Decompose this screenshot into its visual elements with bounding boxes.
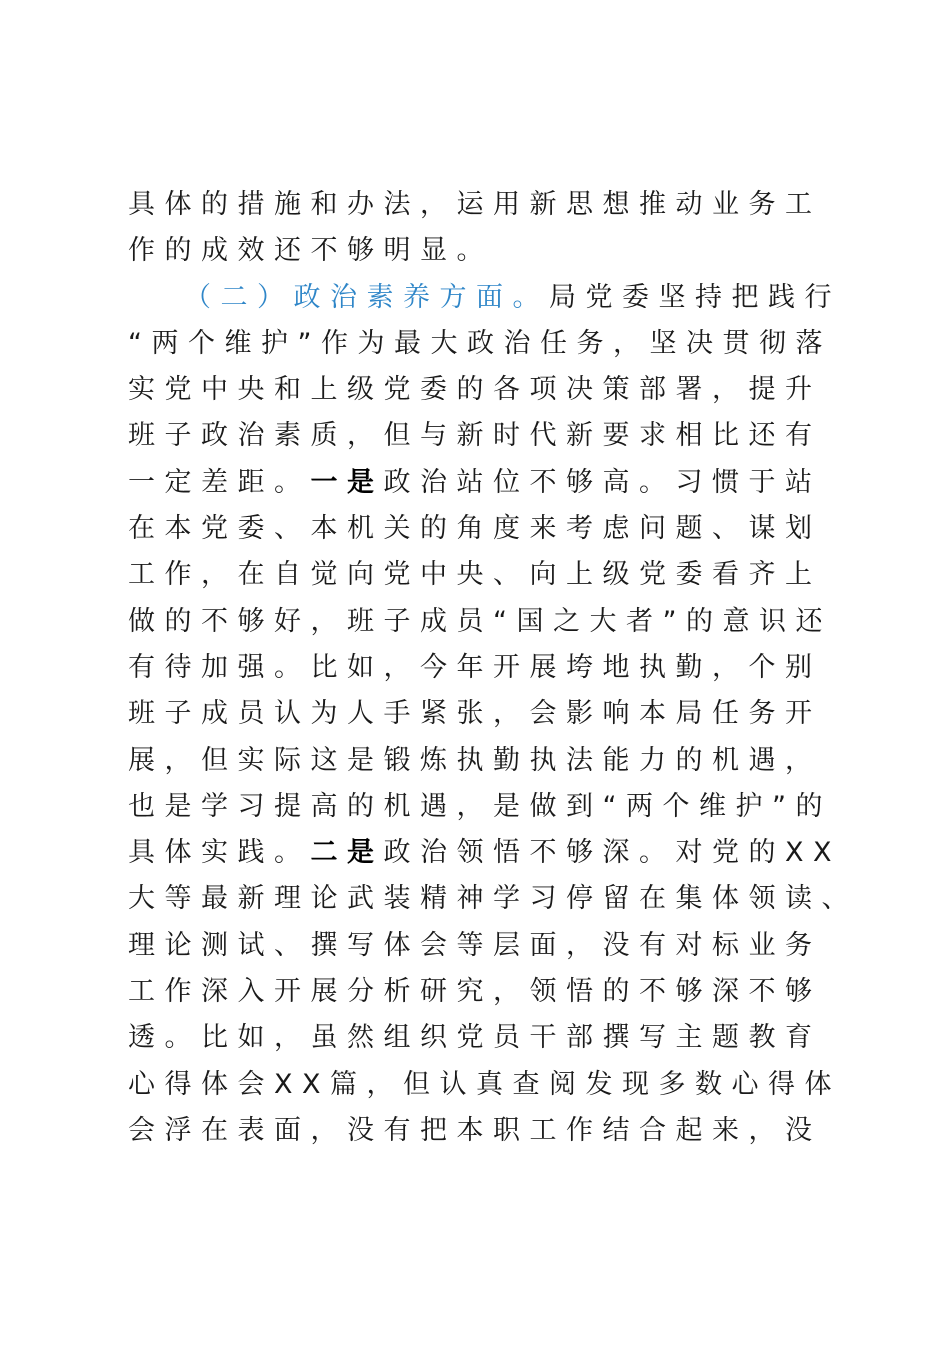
text-line: 在本党委、本机关的角度来考虑问题、谋划 <box>128 513 822 545</box>
text-line: 具体实践。二是政治领悟不够深。对党的XX <box>128 837 841 869</box>
point-marker: 一是 <box>310 466 384 498</box>
text-line: 实党中央和上级党委的各项决策部署，提升 <box>128 374 822 406</box>
text-line: 有待加强。比如，今年开展垮地执勤，个别 <box>128 651 822 683</box>
text-line: “两个维护”作为最大政治任务，坚决贯彻落 <box>128 327 832 359</box>
text-line: 会浮在表面，没有把本职工作结合起来，没 <box>128 1114 822 1146</box>
text-line: 工作深入开展分析研究，领悟的不够深不够 <box>128 976 822 1008</box>
text-line: 班子成员认为人手紧张，会影响本局任务开 <box>128 698 822 730</box>
body-text <box>128 182 858 1154</box>
text-line: 理论测试、撰写体会等层面，没有对标业务 <box>128 929 822 961</box>
text-line: 大等最新理论武装精神学习停留在集体领读、 <box>128 883 858 915</box>
text-line: 工作，在自觉向党中央、向上级党委看齐上 <box>128 559 822 591</box>
text-line: 心得体会XX篇，但认真查阅发现多数心得体 <box>128 1068 841 1100</box>
text-line: 作的成效还不够明显。 <box>128 235 493 267</box>
point-marker: 二是 <box>310 837 384 869</box>
text-line: 具体的措施和办法，运用新思想推动业务工 <box>128 189 822 220</box>
text-line: 做的不够好，班子成员“国之大者”的意识还 <box>128 605 832 637</box>
text-line: 也是学习提高的机遇，是做到“两个维护”的 <box>128 790 832 822</box>
text-line: 展，但实际这是锻炼执勤执法能力的机遇， <box>128 744 822 776</box>
section-heading-line: （二）政治素养方面。局党委坚持把践行 <box>184 281 841 313</box>
text-line: 一定差距。一是政治站位不够高。习惯于站 <box>128 466 822 498</box>
text-line: 班子政治素质，但与新时代新要求相比还有 <box>128 420 822 452</box>
text-line: 透。比如，虽然组织党员干部撰写主题教育 <box>128 1022 822 1054</box>
section-heading: （二）政治素养方面。 <box>184 281 549 313</box>
